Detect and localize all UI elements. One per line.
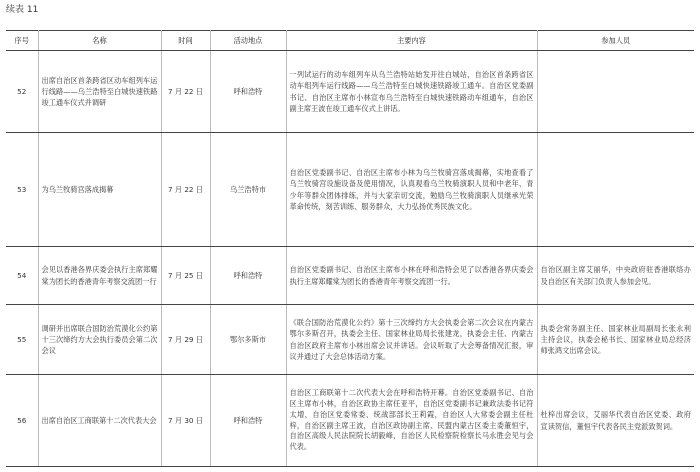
row-participants xyxy=(537,133,694,247)
row-no: 53 xyxy=(6,133,38,247)
table-row xyxy=(6,375,694,467)
row-participants: 自治区副主席艾丽华，中央政府驻香港联络办及自治区有关部门负责人参加会见。 xyxy=(537,247,694,305)
row-place: 呼和浩特 xyxy=(210,375,286,467)
row-place: 鄂尔多斯市 xyxy=(210,305,286,375)
row-date: 7 月 25 日 xyxy=(161,247,210,305)
row-participants xyxy=(537,51,694,133)
row-name: 会见以香港各界庆委会执行主席郑耀棠为团长的香港青年考察交流团一行 xyxy=(38,247,161,305)
row-date: 7 月 22 日 xyxy=(161,133,210,247)
header-place: 活动地点 xyxy=(210,31,286,51)
table-continuation-caption: 续表 11 xyxy=(6,5,39,15)
row-content: 一列试运行的动车组列车从乌兰浩特站始发开往白城站，自治区首条跨省区动车组列车运行线路——乌兰浩特至白城快速铁路竣工通车。自治区党委副书记、自治区主席布小林宣布乌兰浩特至白城快速铁路动车组通车，自治区副主席王波在竣工通车仪式上讲话。 xyxy=(286,51,537,133)
header-no: 序号 xyxy=(6,31,38,51)
row-no: 56 xyxy=(6,375,38,467)
row-place: 呼和浩特 xyxy=(210,51,286,133)
row-participants: 执委会常务副主任、国家林业局副局长张永利主持会议，执委会秘书长、国家林业局总经济师张鸿文出席会议。 xyxy=(537,305,694,375)
row-no: 54 xyxy=(6,247,38,305)
row-no: 52 xyxy=(6,51,38,133)
header-content: 主要内容 xyxy=(286,31,537,51)
table-row xyxy=(6,247,694,305)
row-no: 55 xyxy=(6,305,38,375)
row-content: 《联合国防治荒漠化公约》第十三次缔约方大会执委会第二次会议在内蒙古鄂尔多斯召开，执委会主任、国家林业局局长张建龙，执委会主任、内蒙古自治区政府主席布小林出席会议并讲话。会议听取了大会筹备情况汇报，审议并通过了大会总体活动方案。 xyxy=(286,305,537,375)
table-row xyxy=(6,133,694,247)
events-table xyxy=(6,30,694,467)
row-date: 7 月 29 日 xyxy=(161,305,210,375)
table-row xyxy=(6,51,694,133)
header-date: 时间 xyxy=(161,31,210,51)
row-name: 出席自治区工商联第十二次代表大会 xyxy=(38,375,161,467)
row-content: 自治区党委副书记、自治区主席布小林为乌兰牧骑宫落成揭幕，实地查看了乌兰牧骑宫设施设备及使用情况，认真观看乌兰牧骑演职人员和中老年、青少年等群众团体排练，并与大家亲切交流，勉励乌兰牧骑演职人员继承光荣革命传统，刻苦训练、服务群众，大力弘扬优秀民族文化。 xyxy=(286,133,537,247)
row-content: 自治区党委副书记、自治区主席布小林在呼和浩特会见了以香港各界庆委会执行主席郑耀棠为团长的香港青年考察交流团一行。 xyxy=(286,247,537,305)
row-place: 乌兰浩特市 xyxy=(210,133,286,247)
table-row xyxy=(6,305,694,375)
row-content: 自治区工商联第十二次代表大会在呼和浩特开幕。自治区党委副书记、自治区主席布小林，自治区政协主席任亚平，自治区党委副书记兼政法委书记符太增，自治区党委常委、统战部部长王莉霞，自治区人大常委会副主任杜梓，自治区副主席王波，自治区政协副主席、民盟内蒙古区委主委董恒宇，自治区高级人民法院院长胡毅峰，自治区人民检察院检察长马永胜会见与会代表。 xyxy=(286,375,537,467)
row-date: 7 月 30 日 xyxy=(161,375,210,467)
row-name: 为乌兰牧骑宫落成揭幕 xyxy=(38,133,161,247)
table-header-row xyxy=(6,31,694,51)
header-name: 名称 xyxy=(38,31,161,51)
row-participants: 杜梓出席会议，艾丽华代表自治区党委、政府宣读贺信，董恒宇代表各民主党派致贺词。 xyxy=(537,375,694,467)
row-date: 7 月 22 日 xyxy=(161,51,210,133)
row-name: 出席自治区首条跨省区动车组列车运行线路——乌兰浩特至白城快速铁路竣工通车仪式并调研 xyxy=(38,51,161,133)
row-place: 呼和浩特 xyxy=(210,247,286,305)
row-name: 调研并出席联合国防治荒漠化公约第十三次缔约方大会执行委员会第二次会议 xyxy=(38,305,161,375)
header-participants: 参加人员 xyxy=(537,31,694,51)
